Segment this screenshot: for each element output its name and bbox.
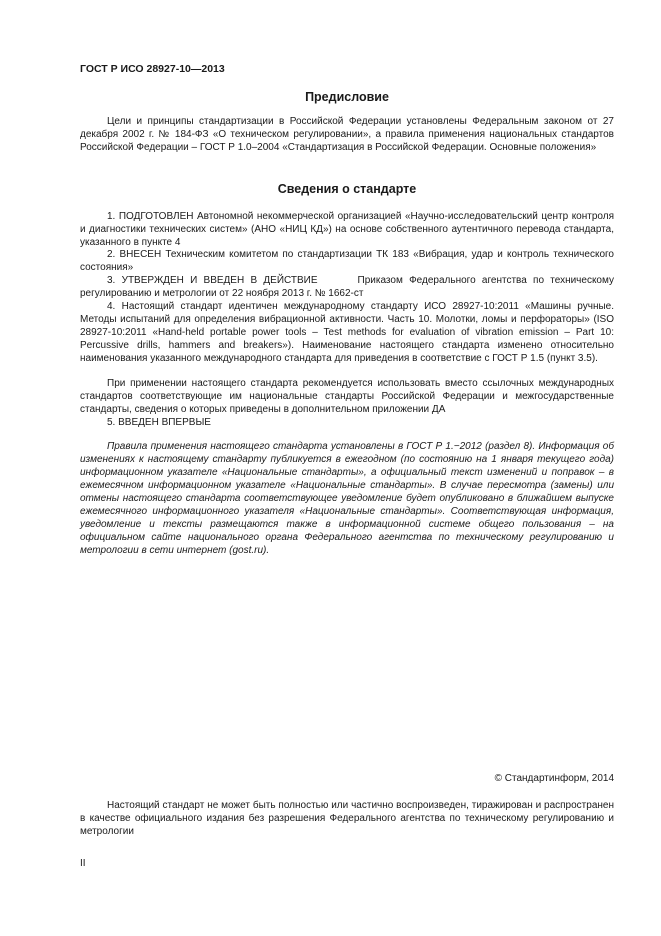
standard-info-title: Сведения о стандарте bbox=[277, 182, 417, 196]
copyright: © Стандартинформ, 2014 bbox=[494, 773, 614, 784]
page-number: II bbox=[80, 858, 86, 869]
document-code: ГОСТ Р ИСО 28927-10—2013 bbox=[80, 63, 225, 75]
info-item-5: 5. ВВЕДЕН ВПЕРВЫЕ bbox=[107, 417, 211, 428]
info-item-3 bbox=[80, 274, 614, 300]
info-item-4-note: При применении настоящего стандарта рекомендуется использовать вместо ссылочных международных стандартов соответствующие им национальные стандарты Российской Федерации и межгосударственные стандарты, сведения о которых приведены в дополнительном приложении ДА bbox=[80, 378, 614, 415]
info-item-2: 2. ВНЕСЕН Техническим комитетом по стандартизации ТК 183 «Вибрация, удар и контроль технического состояния» bbox=[80, 249, 614, 273]
rules-notice: Правила применения настоящего стандарта установлены в ГОСТ Р 1.−2012 (раздел 8). Информация об изменениях к настоящему стандарту публикуется в ежегодном (по состоянию на 1 января текущего года) информационном указателе «Национальные стандарты», а официальный текст изменений и поправок – в ежемесячном информационном указателе «Национальные стандарты». В случае пересмотра (замены) или отмены настоящего стандарта соответствующее уведомление будет опубликовано в ближайшем выпуске ежемесячного информационного указателя «Национальные стандарты». Соответствующая информация, уведомление и тексты размещаются также в информационной системе общего пользования – на официальном сайте национального органа Федерального агентства по техническому регулированию и метрологии в сети интернет (gost.ru). bbox=[80, 441, 614, 556]
foreword-text: Цели и принципы стандартизации в Российской Федерации установлены Федеральным законом от 27 декабря 2002 г. № 184-ФЗ «О техническом регулировании», а правила применения национальных стандартов Российской Федерации – ГОСТ Р 1.0–2004 «Стандартизация в Российской Федерации. Основные положения» bbox=[80, 116, 614, 153]
reproduction-notice: Настоящий стандарт не может быть полностью или частично воспроизведен, тиражирован и распространен в качестве официального издания без разрешения Федерального агентства по техническому регулированию и метрологии bbox=[80, 800, 614, 837]
info-item-3-text: Приказом Федерального агентства по техническому регулированию и метрологии от 22 ноября 2013 г. № 1662-ст bbox=[80, 275, 614, 299]
info-item-4: 4. Настоящий стандарт идентичен международному стандарту ИСО 28927-10:2011 «Машины ручные. Методы испытаний для определения вибрационной активности. Часть 10. Молотки, ломы и перфораторы» (ISO 28927-10:2011 «Hand-held portable power tools – Test methods for evaluation of vibration emission – Part 10: Percussive drills, hammers and breakers»). Наименование настоящего стандарта изменено относительно наименования указанного международного стандарта для приведения в соответствие с ГОСТ Р 1.5 (пункт 3.5). bbox=[80, 301, 614, 364]
foreword-title: Предисловие bbox=[305, 90, 389, 104]
info-item-3-heading: 3. УТВЕРЖДЕН И ВВЕДЕН В ДЕЙСТВИЕ bbox=[107, 275, 318, 286]
info-item-1: 1. ПОДГОТОВЛЕН Автономной некоммерческой организацией «Научно-исследовательский центр контроля и диагностики технических систем» (АНО «НИЦ КД») на основе собственного аутентичного перевода стандарта, указанного в пункте 4 bbox=[80, 211, 614, 248]
